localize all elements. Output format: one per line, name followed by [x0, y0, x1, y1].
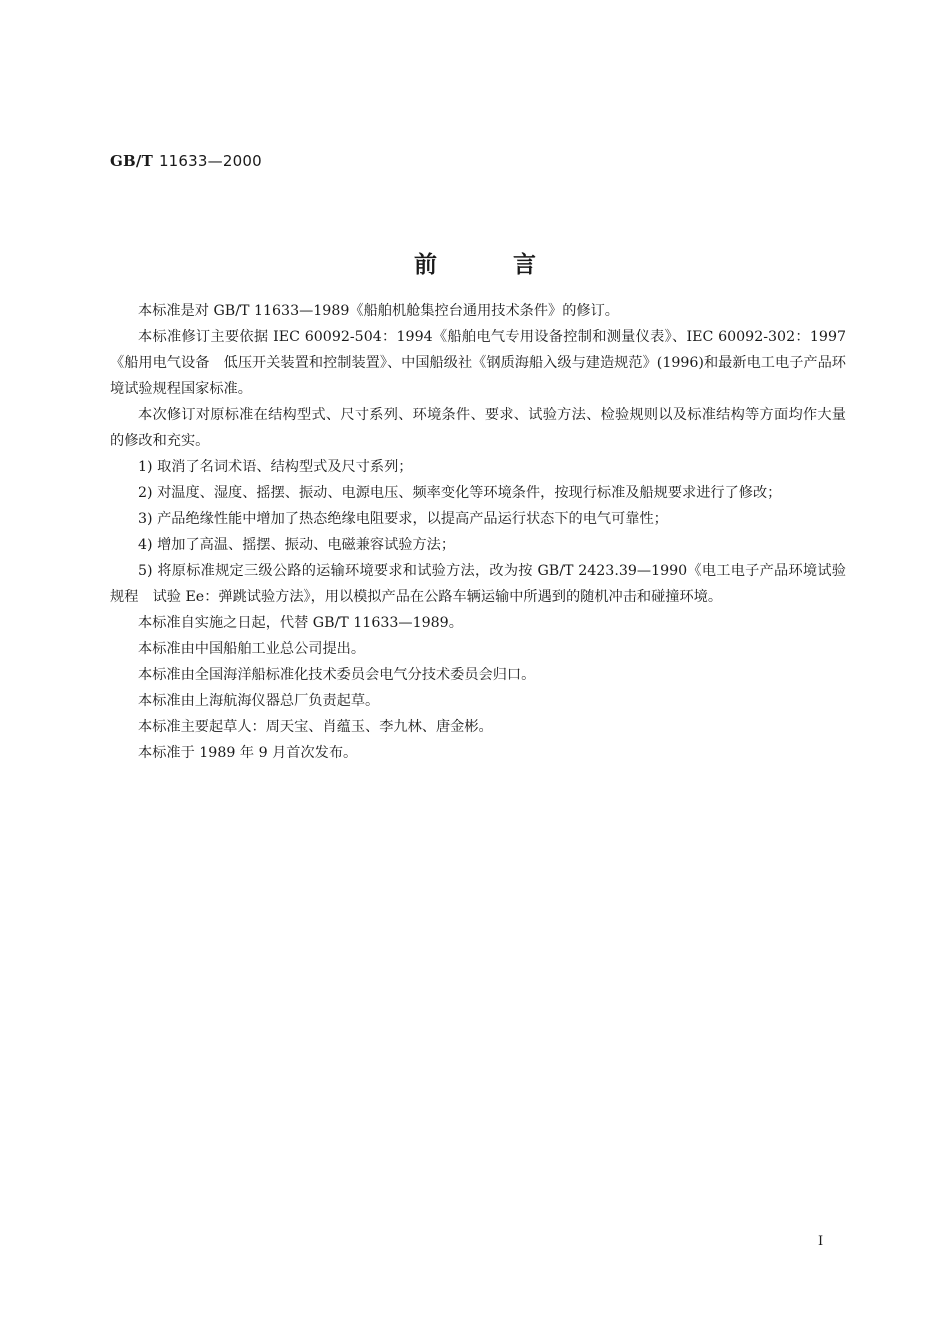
paragraph: 本标准是对 GB/T 11633—1989《船舶机舱集控台通用技术条件》的修订。: [138, 303, 619, 319]
paragraph: 本次修订对原标准在结构型式、尺寸系列、环境条件、要求、试验方法、检验规则以及标准结构等方面均作大量的修改和充实。: [110, 407, 846, 449]
paragraph: 本标准由中国船舶工业总公司提出。: [138, 641, 366, 657]
paragraph: 本标准自实施之日起，代替 GB/T 11633—1989。: [138, 615, 463, 631]
list-item: 1) 取消了名词术语、结构型式及尺寸系列；: [138, 459, 413, 475]
standard-code-number: 11633—2000: [158, 152, 262, 170]
list-item: 5) 将原标准规定三级公路的运输环境要求和试验方法，改为按 GB/T 2423.39—1990《电工电子产品环境试验规程 试验 Ee：弹跳试验方法》，用以模拟产品在公路车辆运输中所遇到的随机冲击和碰撞环境。: [110, 563, 846, 605]
paragraph: 本标准于 1989 年 9 月首次发布。: [138, 745, 358, 761]
list-item: 2) 对温度、湿度、摇摆、振动、电源电压、频率变化等环境条件，按现行标准及船规要求进行了修改；: [138, 485, 782, 501]
foreword-body: [110, 298, 846, 766]
standard-code-prefix: GB/T: [110, 152, 153, 170]
page-number: I: [818, 1234, 824, 1249]
paragraph: 本标准由上海航海仪器总厂负责起草。: [138, 693, 380, 709]
list-item: 4) 增加了高温、摇摆、振动、电磁兼容试验方法；: [138, 537, 456, 553]
paragraph: 本标准主要起草人：周天宝、肖蕴玉、李九林、唐金彬。: [138, 719, 493, 735]
paragraph: 本标准修订主要依据 IEC 60092-504：1994《船舶电气专用设备控制和测量仪表》、IEC 60092-302：1997《船用电气设备 低压开关装置和控制装置》、中国船级社《钢质海船入级与建造规范》(1996)和最新电工电子产品环境试验规程国家标准。: [110, 329, 846, 397]
list-item: 3) 产品绝缘性能中增加了热态绝缘电阻要求，以提高产品运行状态下的电气可靠性；: [138, 511, 668, 527]
page-title: 前言: [414, 251, 612, 278]
standard-code-header: [110, 152, 262, 170]
paragraph: 本标准由全国海洋船标准化技术委员会电气分技术委员会归口。: [138, 667, 536, 683]
